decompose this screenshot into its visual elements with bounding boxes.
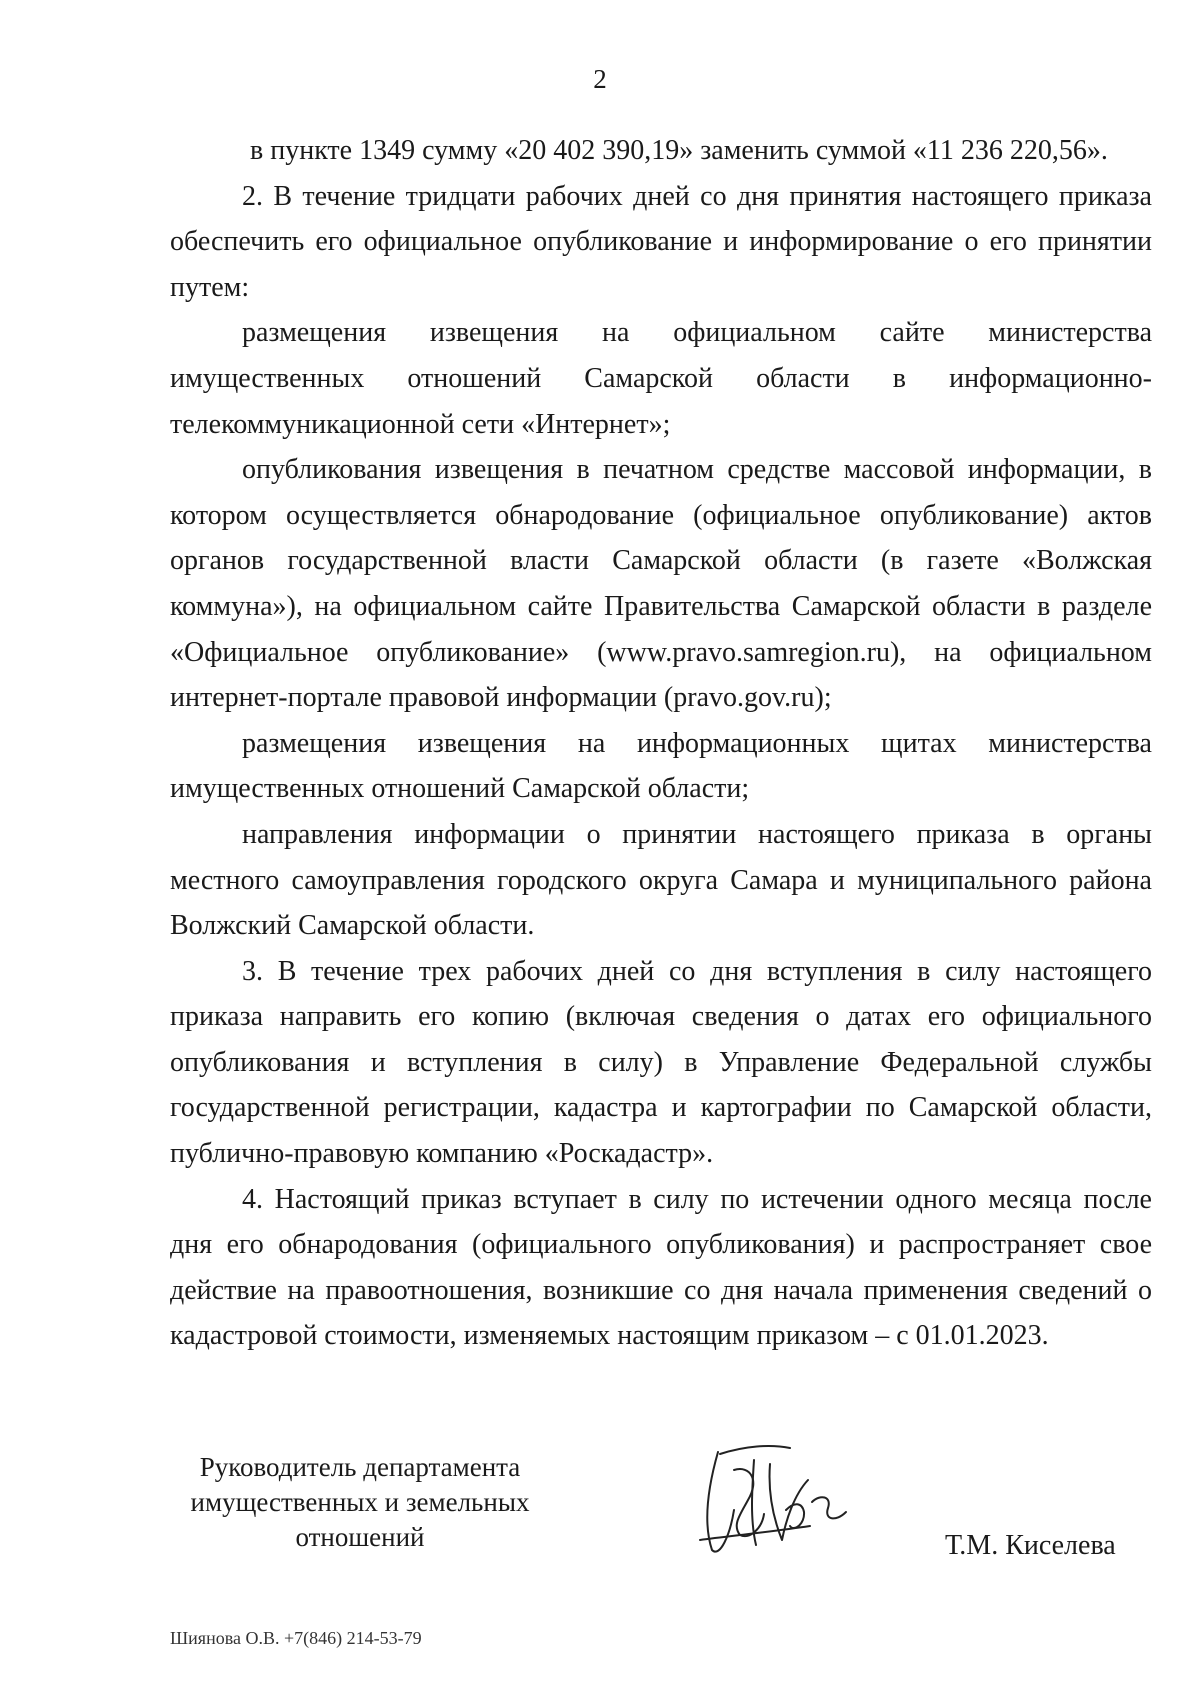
signatory-title-line: Руководитель департамента [199, 1452, 521, 1482]
handwritten-signature [690, 1440, 860, 1560]
document-body [170, 128, 1152, 1359]
paragraph-website-notice: размещения извещения на официальном сайте министерства имущественных отношений Самарской области в информационно-телекоммуникационной сети «Интернет»; [170, 317, 1152, 440]
paragraph-amendment: в пункте 1349 сумму «20 402 390,19» заменить суммой «11 236 220,56». [250, 135, 1108, 166]
paragraph-item-3: 3. В течение трех рабочих дней со дня вступления в силу настоящего приказа направить его копию (включая сведения о датах его официального опубликования и вступления в силу) в Управление Федеральной службы государственной регистрации, кадастра и картографии по Самарской области, публично-правовую компанию «Роскадастр». [170, 955, 1152, 1170]
signatory-title-line: отношений [295, 1522, 425, 1552]
paragraph-info-boards: размещения извещения на информационных щитах министерства имущественных отношений Самарской области; [170, 727, 1152, 805]
signer-name: Т.М. Киселева [945, 1530, 1116, 1561]
paragraph-print-publication: опубликования извещения в печатном средстве массовой информации, в котором осуществляется обнародование (официальное опубликование) актов органов государственной власти Самарской области (в газете «Волжская коммуна»), на официальном сайте Правительства Самарской области в разделе «Официальное опубликование» (www.pravo.samregion.ru), на официальном интернет-портале правовой информации (pravo.gov.ru); [170, 454, 1152, 714]
signatory-title [170, 1450, 550, 1555]
paragraph-local-authorities: направления информации о принятии настоящего приказа в органы местного самоуправления городского округа Самара и муниципального района Волжский Самарской области. [170, 818, 1152, 942]
paragraph-item-4: 4. Настоящий приказ вступает в силу по истечении одного месяца после дня его обнародования (официального опубликования) и распространяет свое действие на правоотношения, возникшие со дня начала применения сведений о кадастровой стоимости, изменяемых настоящим приказом – с 01.01.2023. [170, 1183, 1152, 1352]
paragraph-item-2: 2. В течение тридцати рабочих дней со дня принятия настоящего приказа обеспечить его официальное опубликование и информирование о его принятии путем: [170, 180, 1152, 303]
contact-info: Шиянова О.В. +7(846) 214-53-79 [170, 1628, 422, 1648]
signatory-title-line: имущественных и земельных [190, 1487, 530, 1517]
page-number: 2 [593, 64, 607, 94]
